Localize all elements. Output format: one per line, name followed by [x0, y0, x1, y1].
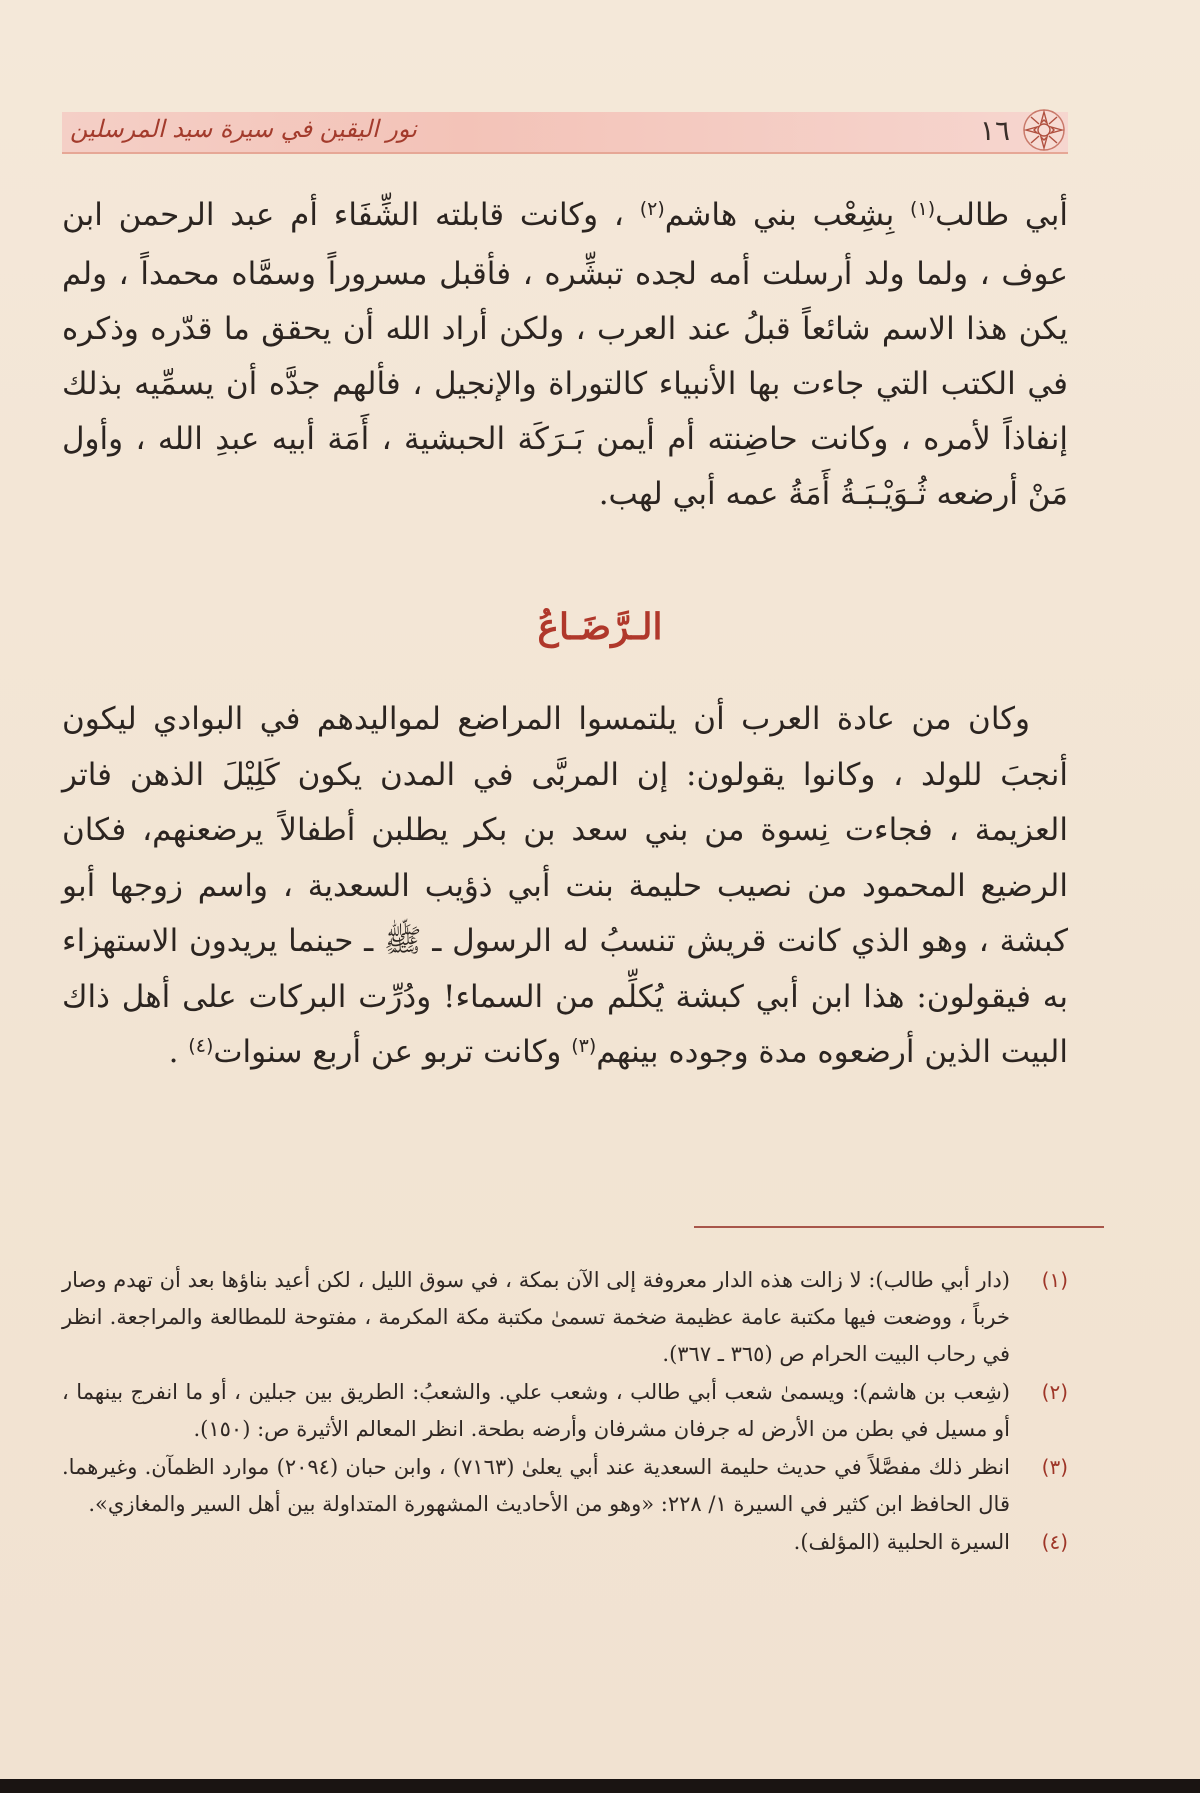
text-run: .: [168, 1034, 189, 1070]
footnote-text: (شِعب بن هاشم): ويسمىٰ شعب أبي طالب ، وشعب علي. والشعبُ: الطريق بين جبلين ، أو ما انفرج بينهما ، أو مسيل في بطن من الأرض له جرفان مشرفان وأرضه بطحة. انظر المعالم الأثيرة ص: (١٥٠).: [62, 1380, 1010, 1441]
footnote-ref-2[interactable]: (٢): [639, 198, 665, 220]
rosette-icon: [1020, 106, 1068, 154]
footnote-text: السيرة الحلبية (المؤلف).: [793, 1530, 1010, 1554]
footnote-ref-3[interactable]: (٣): [571, 1035, 597, 1057]
paragraph: [62, 692, 1068, 1085]
text-run: وكانت تربو عن أربع سنوات: [213, 1034, 572, 1070]
opening-paragraph: [62, 188, 1068, 522]
page-header: [62, 112, 1068, 154]
footnote: [62, 1374, 1068, 1448]
footnote-number: (٢): [1041, 1380, 1068, 1404]
footnote-ref-1[interactable]: (١): [910, 198, 936, 220]
footnote-text: (دار أبي طالب): لا زالت هذه الدار معروفة إلى الآن بمكة ، في سوق الليل ، لكن أعيد بناؤها بعد أن تهدم وصار خرباً ، ووضعت فيها مكتبة عامة عظيمة ضخمة تسمىٰ مكتبة مكة المكرمة ، مفتوحة للمطالعة والمراجعة. انظر في رحاب البيت الحرام ص (٣٦٥ ـ ٣٦٧).: [62, 1268, 1010, 1366]
section-heading: الـرَّضَـاعُ: [537, 606, 663, 648]
footnote-ref-4[interactable]: (٤): [188, 1035, 214, 1057]
text-run: بِشِعْب بني هاشم: [664, 197, 911, 233]
running-title: نور اليقين في سيرة سيد المرسلين: [70, 115, 417, 143]
text-run: وكان من عادة العرب أن يلتمسوا المراضع لمواليدهم في البوادي ليكون أنجبَ للولد ، وكانوا يقولون: إن المربَّى في المدن يكون كَلِيْلَ الذهن فاتر العزيمة ، فجاءت نِسوة من بني سعد بن بكر يطلبن أطفالاً يرضعنهم، فكان الرضيع المحمود من نصيب حليمة بنت أبي ذؤيب السعدية ، واسم زوجها أبو كبشة ، وهو الذي كانت قريش تنسبُ له الرسول ـ ﷺ ـ حينما يريدون الاستهزاء به فيقولون: هذا ابن أبي كبشة يُكلِّم من السماء! ودُرِّت البركات على أهل ذاك البيت الذين أرضعوه مدة وجوده بينهم: [62, 701, 1068, 1070]
section-paragraph: [62, 692, 1068, 1085]
page-number: ١٦: [979, 114, 1010, 147]
page-edge: [0, 1779, 1200, 1793]
text-run: ، وكانت قابلته الشِّفَاء أم عبد الرحمن ابن عوف ، ولما ولد أرسلت أمه لجده تبشِّره ، فأقبل مسروراً وسمَّاه محمداً ، ولم يكن هذا الاسم شائعاً قبلُ عند العرب ، ولكن أراد الله أن يحقق ما قدّره وذكره في الكتب التي جاءت بها الأنبياء كالتوراة والإنجيل ، فألهم جدَّه أن يسمِّيه بذلك إنفاذاً لأمره ، وكانت حاضِنته أم أيمن بَـرَكَة الحبشية ، أَمَة أبيه عبدِ الله ، وأول مَنْ أرضعه ثُـوَيْـبَـةُ أَمَةُ عمه أبي لهب.: [62, 197, 1068, 512]
footnote-number: (٣): [1041, 1455, 1068, 1479]
text-run: أبي طالب: [935, 197, 1068, 233]
footnote-text: انظر ذلك مفصَّلاً في حديث حليمة السعدية عند أبي يعلىٰ (٧١٦٣) ، وابن حبان (٢٠٩٤) موارد الظمآن. وغيرهما. قال الحافظ ابن كثير في السيرة ١/ ٢٢٨: «وهو من الأحاديث المشهورة المتداولة بين أهل السير والمغازي».: [62, 1455, 1010, 1516]
footnote-number: (١): [1041, 1268, 1068, 1292]
footnote: [62, 1262, 1068, 1373]
footnotes: [62, 1262, 1068, 1562]
footnote: [62, 1524, 1068, 1561]
footnote-divider: [694, 1226, 1104, 1228]
footnote: [62, 1449, 1068, 1523]
paragraph: [62, 188, 1068, 522]
footnote-number: (٤): [1041, 1530, 1068, 1554]
